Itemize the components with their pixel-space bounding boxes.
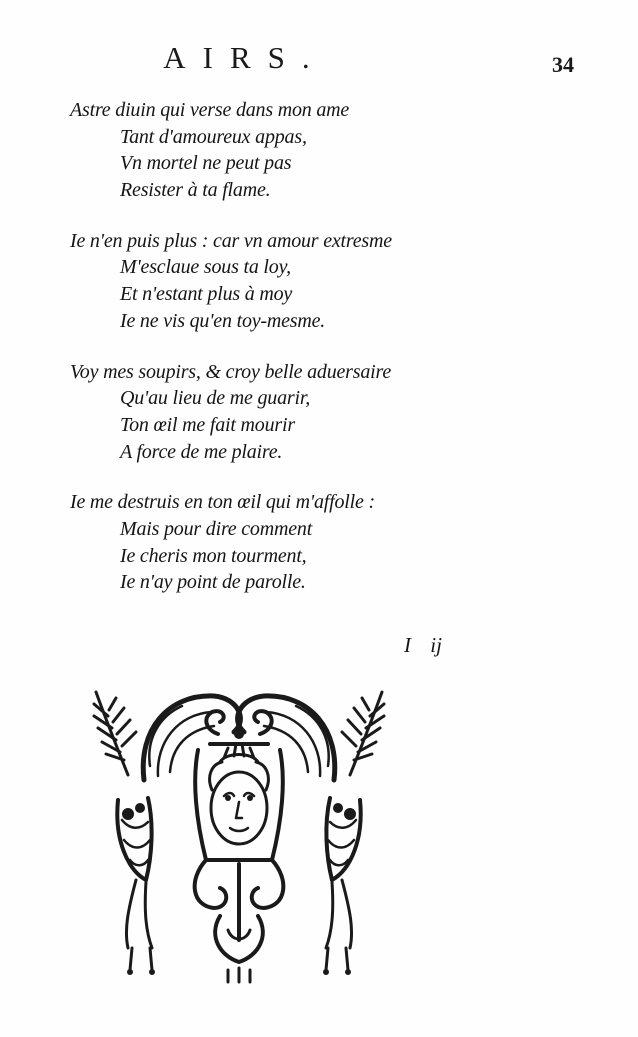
verse-line: Tant d'amoureux appas,	[120, 125, 307, 148]
running-head: AIRS.	[163, 40, 327, 75]
stanza-2	[70, 228, 470, 335]
stanza-3	[70, 359, 470, 466]
verse-line: Ie ne vis qu'en toy-mesme.	[120, 309, 326, 332]
verse-line: Qu'au lieu de me guarir,	[120, 387, 311, 410]
verse-line: Voy mes soupirs, & croy belle aduersaire	[70, 360, 392, 383]
verse-line: Et n'estant plus à moy	[120, 283, 293, 306]
verse-line: Ie me destruis en ton œil qui m'affolle :	[70, 491, 375, 514]
stanza-1	[70, 97, 470, 204]
verse-line: Ie cheris mon tourment,	[120, 544, 307, 567]
signature-mark: I ij	[404, 633, 442, 657]
poem	[70, 97, 470, 620]
verse-line: Ton œil me fait mourir	[120, 413, 295, 436]
stanza-4	[70, 489, 470, 596]
verse-line: Ie n'en puis plus : car vn amour extresme	[70, 229, 392, 252]
verse-line: A force de me plaire.	[120, 440, 283, 463]
verse-line: Ie n'ay point de parolle.	[120, 571, 306, 594]
woodcut-tailpiece-icon	[88, 680, 390, 985]
verse-line: Vn mortel ne peut pas	[120, 152, 292, 175]
verse-line: Astre diuin qui verse dans mon ame	[70, 99, 350, 121]
page-number: 34	[552, 52, 574, 77]
verse-line: Mais pour dire comment	[120, 517, 313, 540]
verse-line: M'esclaue sous ta loy,	[120, 256, 291, 279]
verse-line: Resister à ta flame.	[120, 179, 271, 202]
